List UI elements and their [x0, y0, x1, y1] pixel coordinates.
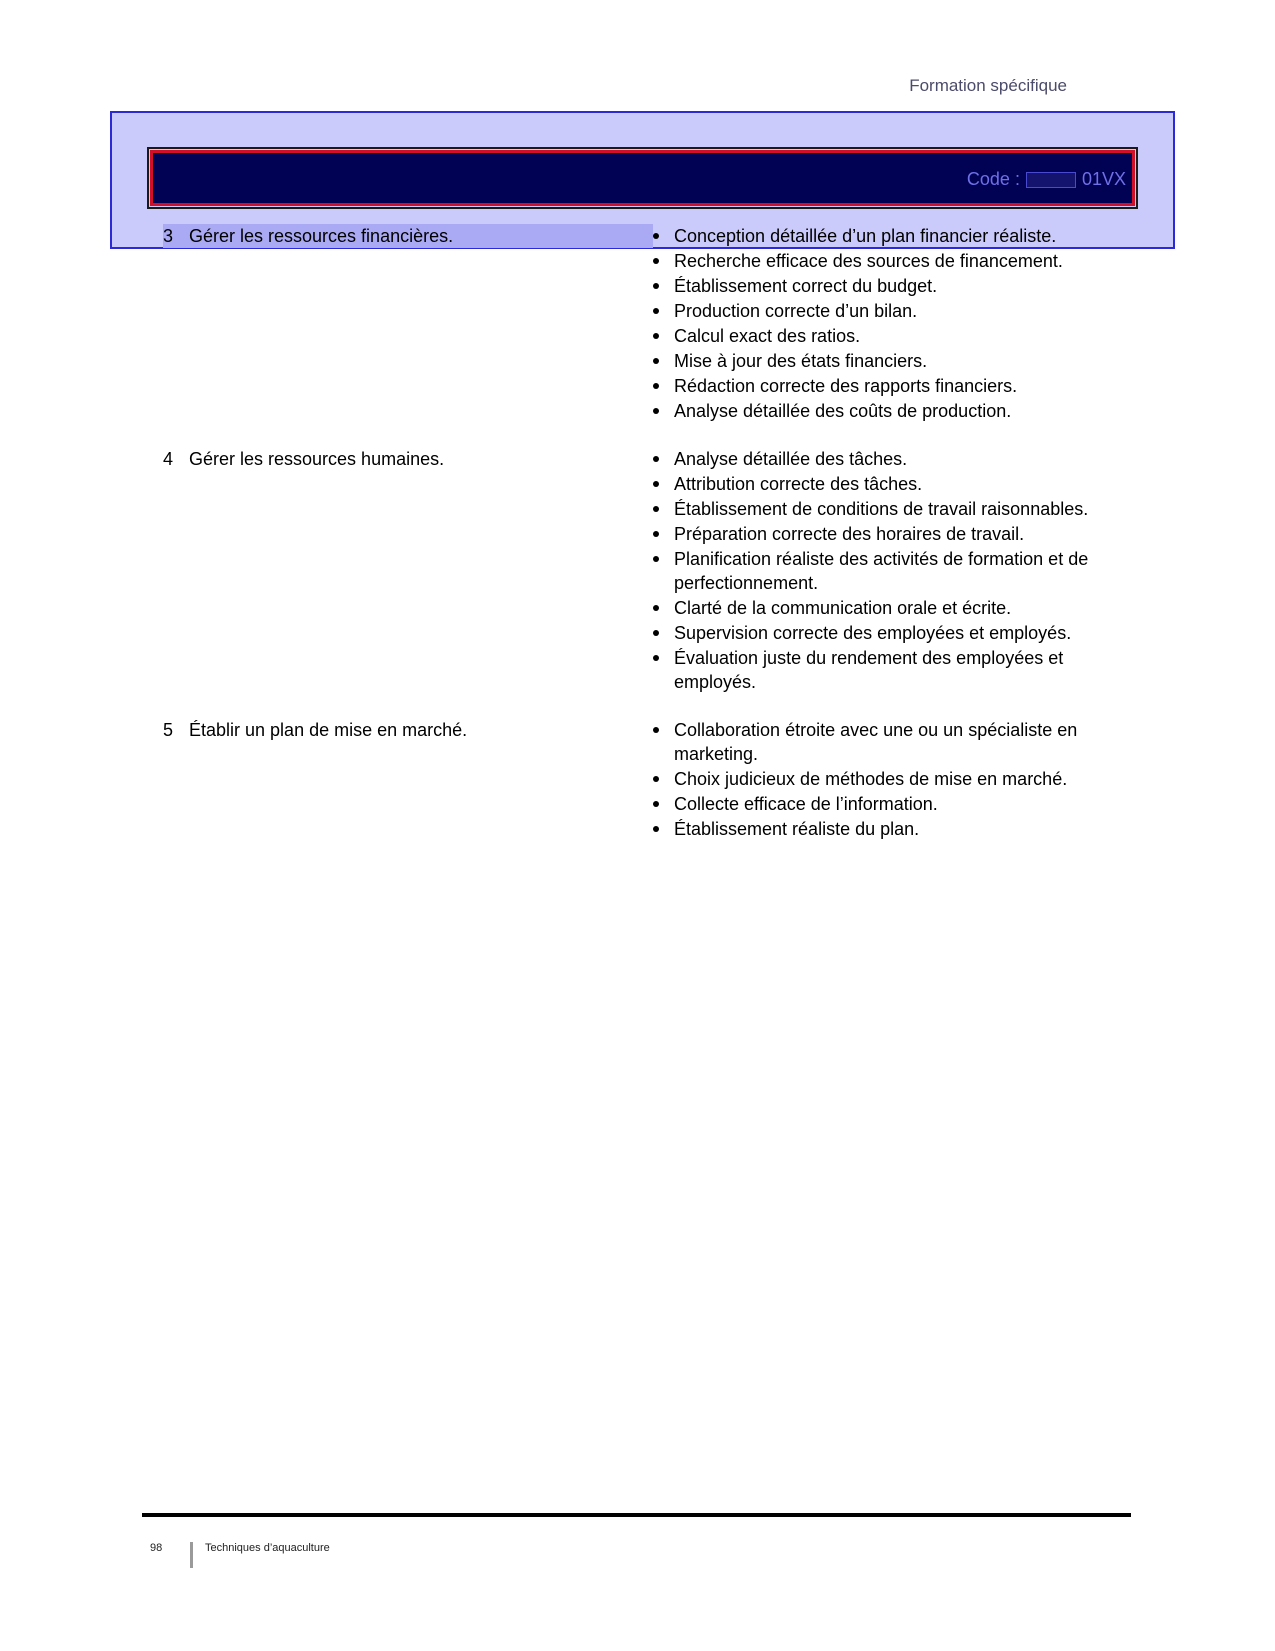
code-label: Code :: [966, 169, 1020, 189]
list-item: Calcul exact des ratios.: [653, 324, 1103, 348]
table-row: [163, 224, 1125, 424]
list-item: Préparation correcte des horaires de travail.: [653, 522, 1103, 546]
page-number: 98: [150, 1542, 163, 1554]
competence-table: [163, 224, 1125, 865]
document-title: Techniques d’aquaculture: [205, 1542, 330, 1554]
competence-number: 3: [163, 226, 174, 246]
table-row: [163, 718, 1125, 842]
code-box: [1026, 172, 1076, 188]
competence-cell: [163, 224, 653, 248]
list-item: Analyse détaillée des tâches.: [653, 447, 1103, 471]
list-item: Supervision correcte des employées et employés.: [653, 621, 1103, 645]
list-item: Planification réaliste des activités de formation et de perfectionnement.: [653, 547, 1103, 595]
list-item: Évaluation juste du rendement des employées et employés.: [653, 646, 1103, 694]
list-item: Collaboration étroite avec une ou un spécialiste en marketing.: [653, 718, 1103, 766]
list-item: Recherche efficace des sources de financement.: [653, 249, 1103, 273]
page-footer: [150, 1528, 330, 1568]
list-item: Mise à jour des états financiers.: [653, 349, 1103, 373]
competence-text: Gérer les ressources financières.: [189, 226, 454, 246]
code-bar: [150, 150, 1135, 206]
list-item: Établissement de conditions de travail raisonnables.: [653, 497, 1103, 521]
list-item: Collecte efficace de l’information.: [653, 792, 1103, 816]
code-value: 01VX: [1081, 169, 1126, 189]
code-text: [967, 169, 1126, 190]
list-item: Production correcte d’un bilan.: [653, 299, 1103, 323]
criteria-list: [653, 447, 1103, 695]
footer-divider: [190, 1542, 193, 1568]
competence-number: 4: [163, 449, 174, 469]
list-item: Rédaction correcte des rapports financiers.: [653, 374, 1103, 398]
table-row: [163, 447, 1125, 695]
list-item: Analyse détaillée des coûts de production.: [653, 399, 1103, 423]
criteria-list: [653, 224, 1103, 424]
footer-rule: [142, 1513, 1131, 1517]
criteria-list: [653, 718, 1103, 842]
competence-number: 5: [163, 720, 174, 740]
section-title: Formation spécifique: [909, 76, 1067, 95]
list-item: Établissement réaliste du plan.: [653, 817, 1103, 841]
list-item: Attribution correcte des tâches.: [653, 472, 1103, 496]
competence-cell: [163, 447, 653, 471]
list-item: Choix judicieux de méthodes de mise en marché.: [653, 767, 1103, 791]
list-item: Établissement correct du budget.: [653, 274, 1103, 298]
competence-cell: [163, 718, 653, 742]
competence-text: Gérer les ressources humaines.: [189, 449, 445, 469]
list-item: Clarté de la communication orale et écrite.: [653, 596, 1103, 620]
competence-text: Établir un plan de mise en marché.: [189, 720, 468, 740]
list-item: Conception détaillée d’un plan financier réaliste.: [653, 224, 1103, 248]
